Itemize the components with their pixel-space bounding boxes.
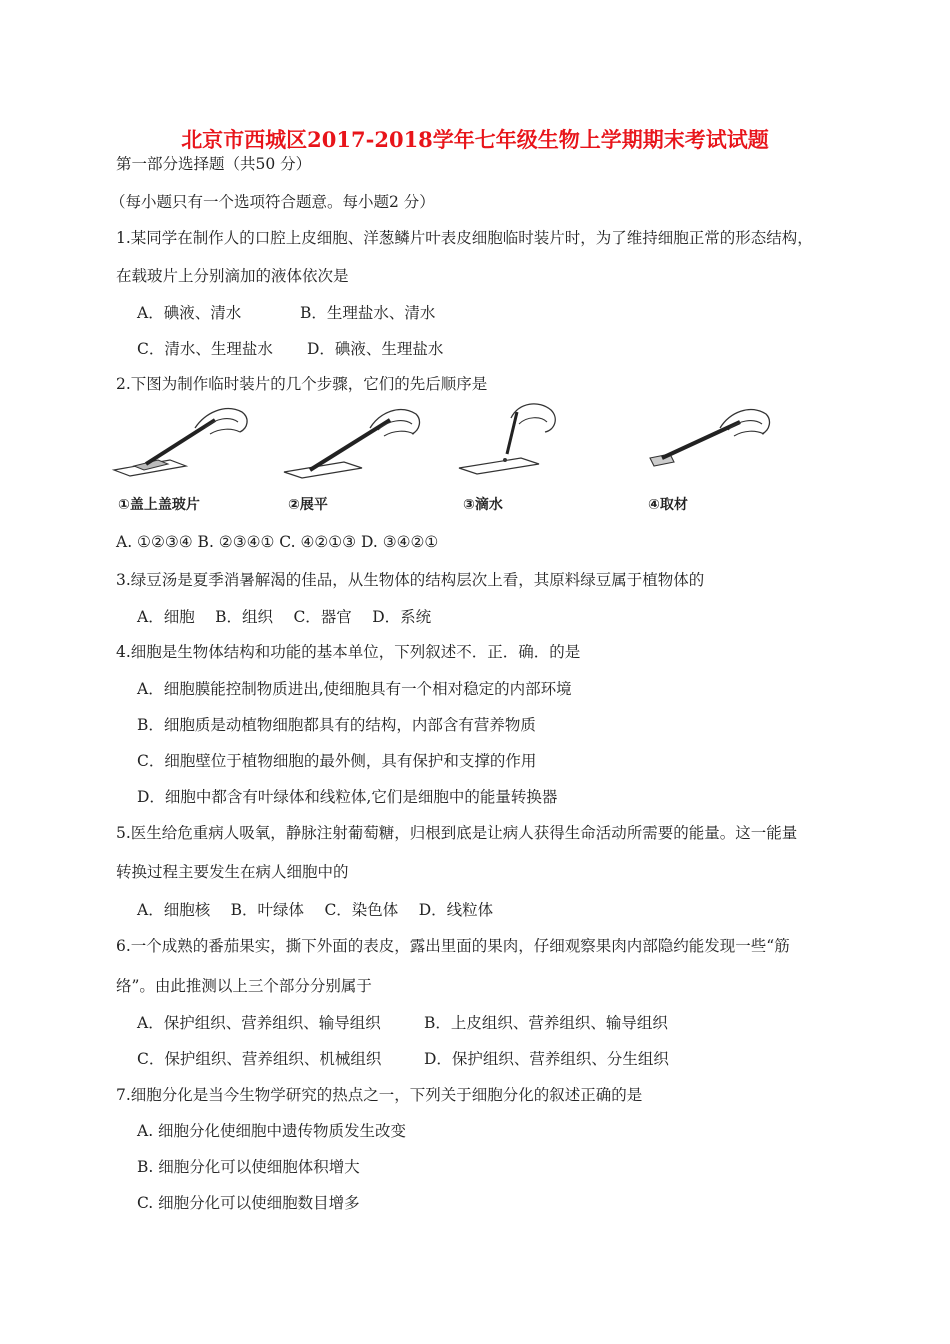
question-5-stem-line1: 5.医生给危重病人吸氧，静脉注射葡萄糖，归根到底是让病人获得生命活动所需要的能量。这一能量 bbox=[116, 824, 798, 842]
question-2-stem: 2.下图为制作临时装片的几个步骤，它们的先后顺序是 bbox=[116, 375, 488, 393]
drip-water-illustration bbox=[455, 398, 605, 493]
question-4-option-a: A．细胞膜能控制物质进出,使细胞具有一个相对稳定的内部环境 bbox=[137, 680, 572, 698]
figure-spread-flat bbox=[280, 398, 430, 520]
figure-1-caption: ①盖上盖玻片 bbox=[118, 497, 200, 513]
question-1-option-b: B．生理盐水、清水 bbox=[300, 304, 436, 322]
question-7-stem: 7.细胞分化是当今生物学研究的热点之一，下列关于细胞分化的叙述正确的是 bbox=[116, 1086, 643, 1104]
question-1-option-c: C．清水、生理盐水 bbox=[137, 340, 273, 358]
figure-take-material bbox=[640, 398, 790, 520]
cover-slip-illustration bbox=[110, 398, 260, 493]
question-3-stem: 3.绿豆汤是夏季消暑解渴的佳品，从生物体的结构层次上看，其原料绿豆属于植物体的 bbox=[116, 571, 705, 589]
question-1-stem-line1: 1.某同学在制作人的口腔上皮细胞、洋葱鳞片叶表皮细胞临时装片时，为了维持细胞正常的形态结构， bbox=[116, 229, 813, 247]
question-1-option-a: A．碘液、清水 bbox=[137, 304, 242, 322]
question-1-option-d: D．碘液、生理盐水 bbox=[307, 340, 444, 358]
question-6-stem-line2: 络”。由此推测以上三个部分分别属于 bbox=[116, 977, 372, 995]
spread-flat-illustration bbox=[280, 398, 430, 493]
question-4-option-c: C．细胞壁位于植物细胞的最外侧，具有保护和支撑的作用 bbox=[137, 752, 537, 770]
question-5-options: A．细胞核 B．叶绿体 C．染色体 D．线粒体 bbox=[137, 901, 494, 919]
question-6-stem-line1: 6.一个成熟的番茄果实，撕下外面的表皮，露出里面的果肉，仔细观察果肉内部隐约能发现一些“筋 bbox=[116, 937, 790, 955]
question-6-option-d: D．保护组织、营养组织、分生组织 bbox=[424, 1050, 669, 1068]
document-title: 北京市西城区2017-2018学年七年级生物上学期期末考试试题 bbox=[181, 127, 769, 152]
figure-2-caption: ②展平 bbox=[288, 497, 328, 513]
question-2-options: A. ①②③④ B. ②③④① C. ④②①③ D. ③④②① bbox=[116, 533, 439, 551]
figure-3-caption: ③滴水 bbox=[463, 497, 503, 513]
question-7-option-c: C. 细胞分化可以使细胞数目增多 bbox=[137, 1194, 360, 1212]
question-3-options: A．细胞 B．组织 C．器官 D．系统 bbox=[137, 608, 432, 626]
instruction-text: （每小题只有一个选项符合题意。每小题2 分） bbox=[110, 193, 435, 211]
figure-drip-water bbox=[455, 398, 605, 520]
take-material-illustration bbox=[640, 398, 790, 493]
section-heading: 第一部分选择题（共50 分） bbox=[116, 155, 312, 173]
figure-cover-slip bbox=[110, 398, 260, 520]
question-6-option-c: C．保护组织、营养组织、机械组织 bbox=[137, 1050, 382, 1068]
question-7-option-b: B. 细胞分化可以使细胞体积增大 bbox=[137, 1158, 360, 1176]
question-4-option-d: D．细胞中都含有叶绿体和线粒体,它们是细胞中的能量转换器 bbox=[137, 788, 558, 806]
question-5-stem-line2: 转换过程主要发生在病人细胞中的 bbox=[116, 863, 349, 881]
question-4-stem: 4.细胞是生物体结构和功能的基本单位，下列叙述不．正．确．的是 bbox=[116, 643, 581, 661]
procedure-figures bbox=[110, 398, 850, 520]
question-7-option-a: A. 细胞分化使细胞中遗传物质发生改变 bbox=[137, 1122, 407, 1140]
question-6-option-b: B．上皮组织、营养组织、输导组织 bbox=[424, 1014, 668, 1032]
question-6-option-a: A．保护组织、营养组织、输导组织 bbox=[137, 1014, 381, 1032]
figure-4-caption: ④取材 bbox=[648, 497, 688, 513]
question-4-option-b: B．细胞质是动植物细胞都具有的结构，内部含有营养物质 bbox=[137, 716, 536, 734]
question-1-stem-line2: 在载玻片上分别滴加的液体依次是 bbox=[116, 267, 349, 285]
